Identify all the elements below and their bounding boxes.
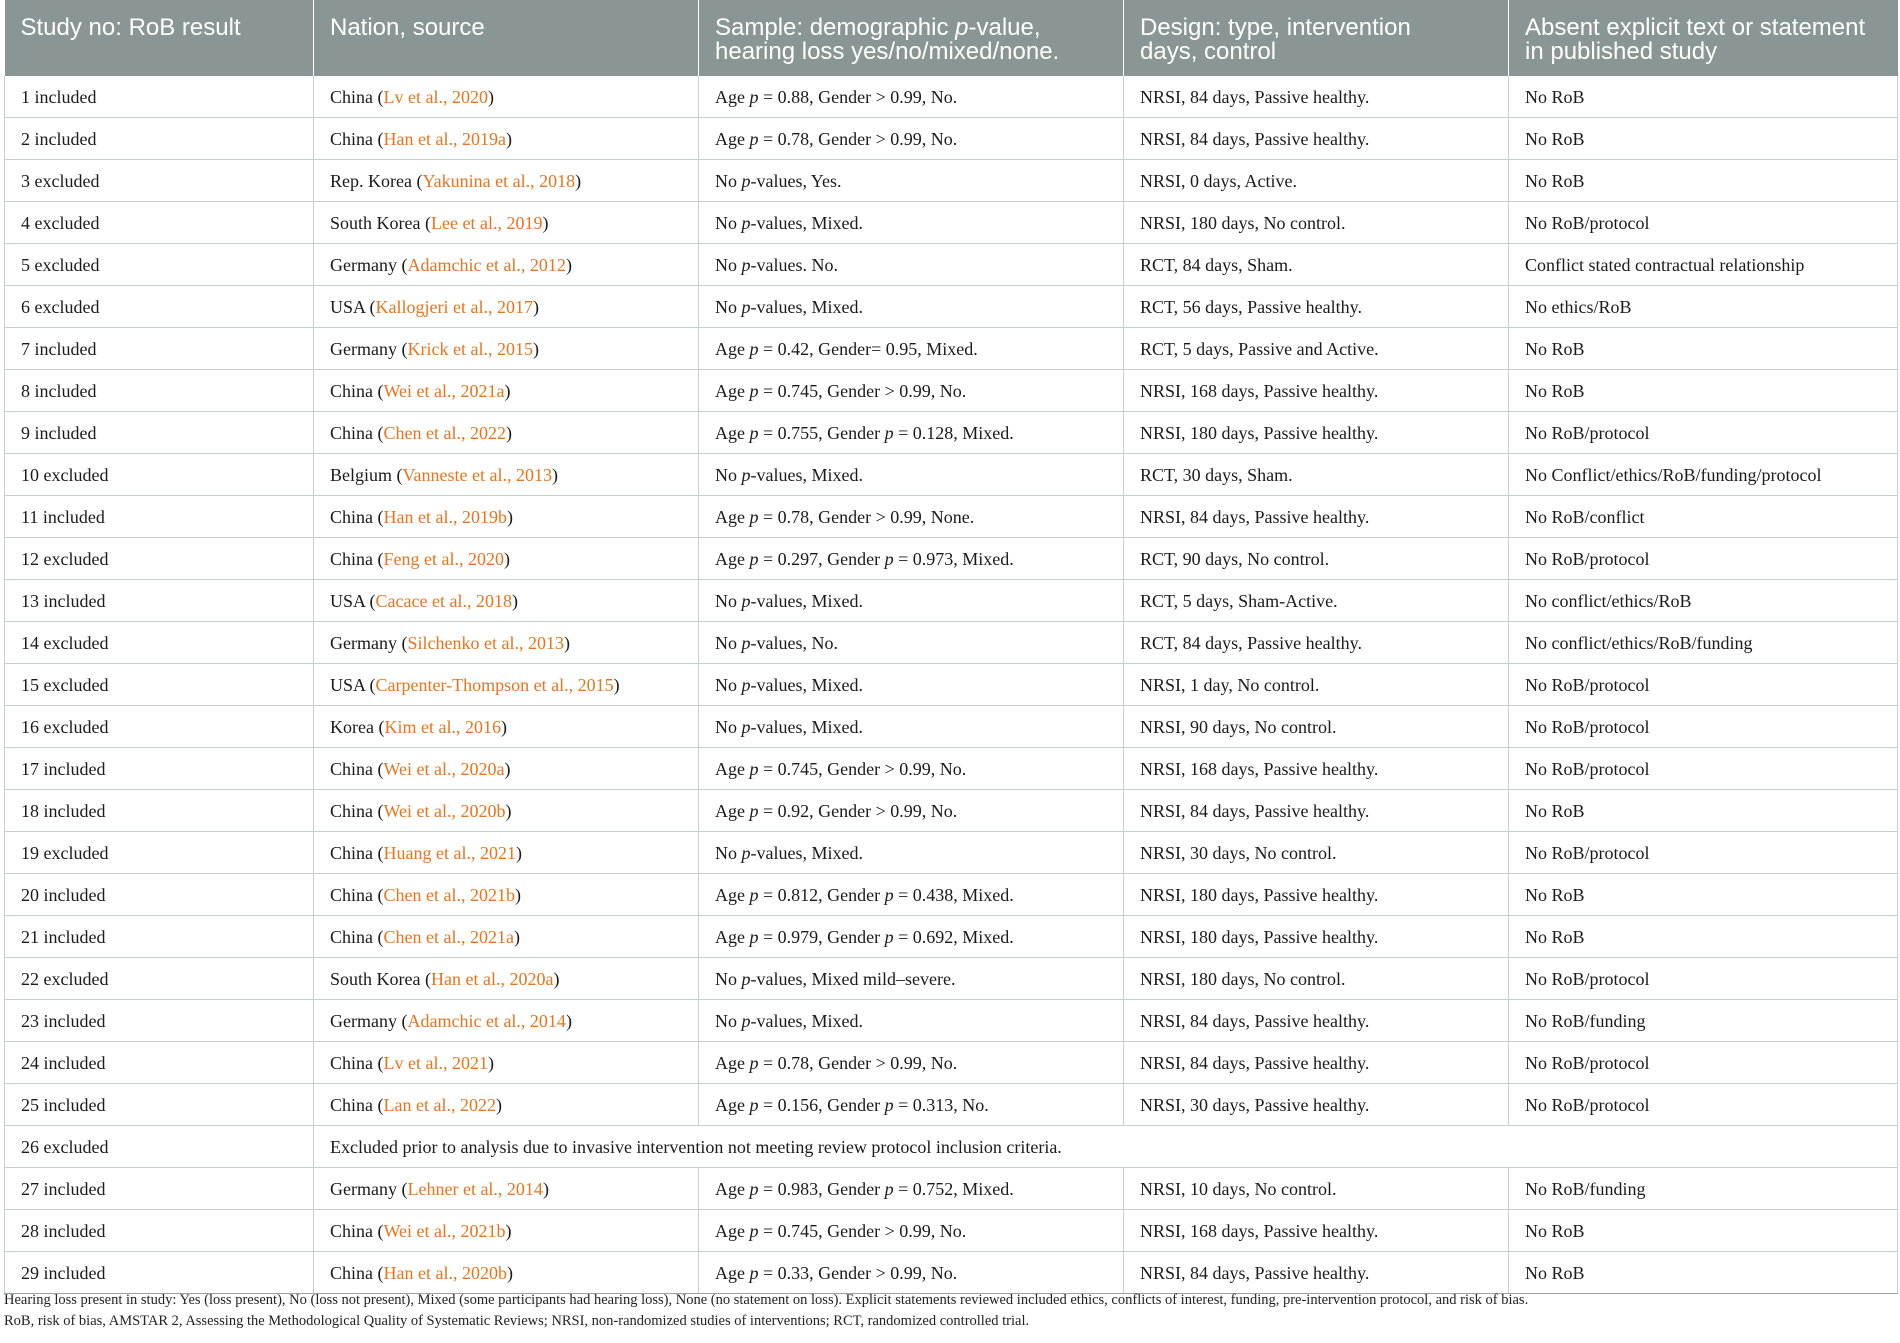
p-symbol: p (749, 1094, 759, 1115)
cell-sample: Age p = 0.88, Gender > 0.99, No. (699, 76, 1124, 118)
cell-nation: China (Huang et al., 2021) (314, 832, 699, 874)
citation-link[interactable]: Huang et al., 2021 (383, 842, 516, 863)
cell-study: 26 excluded (5, 1126, 314, 1168)
nation-name: China (330, 548, 373, 569)
cell-sample: Age p = 0.745, Gender > 0.99, No. (699, 370, 1124, 412)
cell-design: NRSI, 168 days, Passive healthy. (1124, 370, 1509, 412)
cell-nation: Rep. Korea (Yakunina et al., 2018) (314, 160, 699, 202)
cell-sample: Age p = 0.755, Gender p = 0.128, Mixed. (699, 412, 1124, 454)
cell-sample: Age p = 0.78, Gender > 0.99, None. (699, 496, 1124, 538)
p-symbol: p (741, 716, 751, 737)
cell-design: NRSI, 84 days, Passive healthy. (1124, 1252, 1509, 1294)
cell-merged-note: Excluded prior to analysis due to invasive intervention not meeting review protocol inclusion criteria. (314, 1126, 1898, 1168)
cell-nation: China (Wei et al., 2020b) (314, 790, 699, 832)
citation-link[interactable]: Lan et al., 2022 (383, 1094, 496, 1115)
table-row (5, 1168, 1898, 1210)
citation-link[interactable]: Lv et al., 2021 (383, 1052, 488, 1073)
p-symbol: p (884, 548, 894, 569)
p-symbol: p (741, 1010, 751, 1031)
nation-name: Germany (330, 1010, 397, 1031)
cell-nation: Germany (Silchenko et al., 2013) (314, 622, 699, 664)
citation-link[interactable]: Wei et al., 2021b (383, 1220, 506, 1241)
table-row (5, 748, 1898, 790)
table-row (5, 958, 1898, 1000)
cell-nation: China (Feng et al., 2020) (314, 538, 699, 580)
citation-link[interactable]: Wei et al., 2020a (383, 758, 505, 779)
cell-sample: Age p = 0.297, Gender p = 0.973, Mixed. (699, 538, 1124, 580)
p-symbol: p (884, 422, 894, 443)
cell-nation: Germany (Adamchic et al., 2014) (314, 1000, 699, 1042)
cell-study: 14 excluded (5, 622, 314, 664)
footnote-abbreviations: RoB, risk of bias, AMSTAR 2, Assessing the Methodological Quality of Systematic Reviews; NRSI, non-randomized studies of interventions; RCT, randomized controlled trial. (4, 1313, 1030, 1329)
cell-sample: No p-values, Mixed. (699, 1000, 1124, 1042)
citation-link[interactable]: Chen et al., 2022 (383, 422, 506, 443)
p-symbol: p (741, 212, 751, 233)
cell-absent: No RoB/protocol (1509, 202, 1898, 244)
cell-sample: Age p = 0.78, Gender > 0.99, No. (699, 118, 1124, 160)
nation-name: China (330, 128, 373, 149)
cell-study: 5 excluded (5, 244, 314, 286)
cell-study: 24 included (5, 1042, 314, 1084)
table-row (5, 454, 1898, 496)
studies-table (4, 0, 1898, 1294)
cell-absent: No RoB (1509, 874, 1898, 916)
cell-study: 10 excluded (5, 454, 314, 496)
cell-absent: No conflict/ethics/RoB/funding (1509, 622, 1898, 664)
table-row (5, 580, 1898, 622)
nation-name: China (330, 1094, 373, 1115)
cell-absent: No RoB (1509, 1210, 1898, 1252)
citation-link[interactable]: Wei et al., 2021a (383, 380, 505, 401)
p-symbol: p (884, 884, 894, 905)
cell-absent: No RoB/funding (1509, 1168, 1898, 1210)
cell-study: 12 excluded (5, 538, 314, 580)
cell-absent: No conflict/ethics/RoB (1509, 580, 1898, 622)
table-row (5, 202, 1898, 244)
cell-nation: Germany (Krick et al., 2015) (314, 328, 699, 370)
p-symbol: p (741, 590, 751, 611)
p-symbol: p (741, 170, 751, 191)
cell-sample: Age p = 0.156, Gender p = 0.313, No. (699, 1084, 1124, 1126)
cell-study: 6 excluded (5, 286, 314, 328)
p-symbol: p (749, 86, 759, 107)
header-absent-part-a: Absent explicit text or statement (1525, 14, 1866, 41)
cell-design: NRSI, 180 days, Passive healthy. (1124, 412, 1509, 454)
header-sample (699, 0, 1124, 76)
cell-study: 20 included (5, 874, 314, 916)
cell-nation: China (Wei et al., 2021a) (314, 370, 699, 412)
cell-absent: No RoB (1509, 328, 1898, 370)
citation-link[interactable]: Kallogjeri et al., 2017 (375, 296, 533, 317)
nation-name: Germany (330, 632, 397, 653)
cell-sample: Age p = 0.745, Gender > 0.99, No. (699, 748, 1124, 790)
p-symbol: p (741, 968, 751, 989)
nation-name: China (330, 506, 373, 527)
cell-study: 9 included (5, 412, 314, 454)
table-row (5, 538, 1898, 580)
cell-nation: China (Han et al., 2020b) (314, 1252, 699, 1294)
cell-absent: No RoB/protocol (1509, 832, 1898, 874)
cell-sample: No p-values, Mixed. (699, 454, 1124, 496)
cell-study: 29 included (5, 1252, 314, 1294)
citation-link[interactable]: Adamchic et al., 2014 (407, 1010, 566, 1031)
p-symbol: p (749, 338, 759, 359)
cell-design: NRSI, 168 days, Passive healthy. (1124, 1210, 1509, 1252)
cell-study: 22 excluded (5, 958, 314, 1000)
cell-design: RCT, 84 days, Sham. (1124, 244, 1509, 286)
cell-design: NRSI, 180 days, Passive healthy. (1124, 874, 1509, 916)
citation-link[interactable]: Wei et al., 2020b (383, 800, 506, 821)
nation-name: China (330, 380, 373, 401)
p-symbol: p (749, 1178, 759, 1199)
cell-absent: No RoB/protocol (1509, 706, 1898, 748)
cell-nation: USA (Cacace et al., 2018) (314, 580, 699, 622)
cell-absent: No RoB/protocol (1509, 1084, 1898, 1126)
citation-link[interactable]: Chen et al., 2021b (383, 884, 515, 905)
cell-design: RCT, 84 days, Passive healthy. (1124, 622, 1509, 664)
cell-absent: No RoB (1509, 916, 1898, 958)
cell-absent: No RoB/funding (1509, 1000, 1898, 1042)
cell-design: NRSI, 84 days, Passive healthy. (1124, 1000, 1509, 1042)
cell-design: NRSI, 90 days, No control. (1124, 706, 1509, 748)
cell-study: 25 included (5, 1084, 314, 1126)
table-row (5, 1084, 1898, 1126)
header-row (5, 0, 1898, 76)
p-symbol: p (749, 422, 759, 443)
cell-study: 15 excluded (5, 664, 314, 706)
nation-name: Germany (330, 338, 397, 359)
citation-link[interactable]: Vanneste et al., 2013 (402, 464, 552, 485)
p-symbol: p (884, 926, 894, 947)
cell-design: NRSI, 1 day, No control. (1124, 664, 1509, 706)
cell-design: NRSI, 180 days, No control. (1124, 958, 1509, 1000)
nation-name: China (330, 1052, 373, 1073)
p-symbol: p (749, 128, 759, 149)
table-row (5, 706, 1898, 748)
p-symbol: p (741, 296, 751, 317)
citation-link[interactable]: Lv et al., 2020 (383, 86, 488, 107)
table-header (5, 0, 1898, 76)
table-row (5, 286, 1898, 328)
table-row (5, 1210, 1898, 1252)
nation-name: Rep. Korea (330, 170, 412, 191)
nation-name: China (330, 884, 373, 905)
cell-study: 4 excluded (5, 202, 314, 244)
cell-study: 7 included (5, 328, 314, 370)
nation-name: Belgium (330, 464, 392, 485)
table-body (5, 76, 1898, 1294)
table-row (5, 118, 1898, 160)
citation-link[interactable]: Krick et al., 2015 (407, 338, 533, 359)
cell-design: NRSI, 84 days, Passive healthy. (1124, 1042, 1509, 1084)
citation-link[interactable]: Lee et al., 2019 (430, 212, 543, 233)
table-row (5, 664, 1898, 706)
table-row (5, 496, 1898, 538)
cell-nation: Germany (Adamchic et al., 2012) (314, 244, 699, 286)
cell-sample: No p-values, Mixed. (699, 580, 1124, 622)
cell-absent: No RoB/protocol (1509, 958, 1898, 1000)
cell-design: RCT, 30 days, Sham. (1124, 454, 1509, 496)
cell-sample: Age p = 0.983, Gender p = 0.752, Mixed. (699, 1168, 1124, 1210)
table-row (5, 832, 1898, 874)
cell-absent: No RoB/protocol (1509, 1042, 1898, 1084)
cell-absent: No ethics/RoB (1509, 286, 1898, 328)
header-sample-part-a: Sample: demographic (715, 14, 956, 41)
nation-name: South Korea (330, 968, 421, 989)
citation-link[interactable]: Chen et al., 2021a (383, 926, 514, 947)
p-symbol: p (749, 548, 759, 569)
citation-link[interactable]: Han et al., 2020a (430, 968, 554, 989)
cell-sample: Age p = 0.745, Gender > 0.99, No. (699, 1210, 1124, 1252)
p-symbol: p (884, 1094, 894, 1115)
p-symbol: p (741, 632, 751, 653)
cell-study: 16 excluded (5, 706, 314, 748)
nation-name: Germany (330, 1178, 397, 1199)
cell-absent: No RoB (1509, 790, 1898, 832)
p-symbol: p (749, 926, 759, 947)
header-absent (1509, 0, 1898, 76)
nation-name: China (330, 1262, 373, 1283)
citation-link[interactable]: Cacace et al., 2018 (375, 590, 512, 611)
cell-sample: No p-values, Mixed. (699, 832, 1124, 874)
cell-study: 11 included (5, 496, 314, 538)
cell-nation: China (Han et al., 2019b) (314, 496, 699, 538)
header-nation: Nation, source (314, 0, 699, 76)
table-row (5, 412, 1898, 454)
header-sample-part-c: hearing loss yes/no/mixed/none. (715, 38, 1060, 65)
header-design-part-a: Design: type, intervention (1140, 14, 1411, 41)
nation-name: Germany (330, 254, 397, 275)
cell-absent: No RoB (1509, 160, 1898, 202)
cell-nation: China (Chen et al., 2021b) (314, 874, 699, 916)
nation-name: USA (330, 296, 366, 317)
cell-design: RCT, 90 days, No control. (1124, 538, 1509, 580)
cell-absent: No RoB/conflict (1509, 496, 1898, 538)
cell-design: NRSI, 0 days, Active. (1124, 160, 1509, 202)
cell-nation: Korea (Kim et al., 2016) (314, 706, 699, 748)
citation-link[interactable]: Lehner et al., 2014 (407, 1178, 543, 1199)
cell-design: NRSI, 84 days, Passive healthy. (1124, 76, 1509, 118)
cell-nation: China (Lv et al., 2020) (314, 76, 699, 118)
nation-name: South Korea (330, 212, 421, 233)
cell-sample: No p-values, Mixed. (699, 664, 1124, 706)
cell-study: 3 excluded (5, 160, 314, 202)
cell-sample: Age p = 0.42, Gender= 0.95, Mixed. (699, 328, 1124, 370)
cell-absent: No RoB (1509, 118, 1898, 160)
p-symbol: p (749, 1220, 759, 1241)
nation-name: China (330, 1220, 373, 1241)
cell-sample: Age p = 0.78, Gender > 0.99, No. (699, 1042, 1124, 1084)
cell-study: 8 included (5, 370, 314, 412)
p-symbol: p (741, 464, 751, 485)
table-footnotes (4, 1290, 1897, 1332)
nation-name: China (330, 758, 373, 779)
cell-study: 19 excluded (5, 832, 314, 874)
footnote-hearing-loss: Hearing loss present in study: Yes (loss present), No (loss not present), Mixed (some participants had hearing loss), None (no statement on loss). Explicit statements reviewed included ethics, conflicts of interest, funding, pre-intervention protocol, and risk of bias. (4, 1292, 1529, 1308)
cell-study: 1 included (5, 76, 314, 118)
nation-name: China (330, 86, 373, 107)
citation-link[interactable]: Han et al., 2019b (383, 506, 507, 527)
cell-sample: Age p = 0.979, Gender p = 0.692, Mixed. (699, 916, 1124, 958)
table-row (5, 790, 1898, 832)
cell-absent: No RoB/protocol (1509, 664, 1898, 706)
table-container (4, 0, 1897, 1294)
cell-absent: No RoB/protocol (1509, 412, 1898, 454)
cell-design: NRSI, 180 days, Passive healthy. (1124, 916, 1509, 958)
cell-sample: Age p = 0.812, Gender p = 0.438, Mixed. (699, 874, 1124, 916)
nation-name: Korea (330, 716, 374, 737)
p-symbol: p (749, 800, 759, 821)
table-row (5, 1042, 1898, 1084)
nation-name: USA (330, 590, 366, 611)
cell-study: 17 included (5, 748, 314, 790)
cell-absent: No RoB/protocol (1509, 538, 1898, 580)
cell-sample: No p-values, Mixed. (699, 286, 1124, 328)
cell-nation: USA (Kallogjeri et al., 2017) (314, 286, 699, 328)
cell-nation: China (Han et al., 2019a) (314, 118, 699, 160)
table-row (5, 1000, 1898, 1042)
cell-sample: No p-values, Mixed mild–severe. (699, 958, 1124, 1000)
p-symbol: p (884, 1178, 894, 1199)
header-sample-part-b: -value, (968, 14, 1041, 41)
p-symbol: p (741, 842, 751, 863)
header-absent-part-b: in published study (1525, 38, 1718, 65)
cell-absent: No Conflict/ethics/RoB/funding/protocol (1509, 454, 1898, 496)
header-study: Study no: RoB result (5, 0, 314, 76)
nation-name: China (330, 422, 373, 443)
citation-link[interactable]: Adamchic et al., 2012 (407, 254, 566, 275)
cell-design: NRSI, 84 days, Passive healthy. (1124, 790, 1509, 832)
cell-absent: Conflict stated contractual relationship (1509, 244, 1898, 286)
cell-sample: Age p = 0.33, Gender > 0.99, No. (699, 1252, 1124, 1294)
cell-design: NRSI, 84 days, Passive healthy. (1124, 496, 1509, 538)
cell-absent: No RoB (1509, 1252, 1898, 1294)
cell-study: 2 included (5, 118, 314, 160)
cell-design: NRSI, 30 days, Passive healthy. (1124, 1084, 1509, 1126)
table-row (5, 874, 1898, 916)
cell-study: 23 included (5, 1000, 314, 1042)
cell-design: NRSI, 84 days, Passive healthy. (1124, 118, 1509, 160)
cell-design: RCT, 5 days, Passive and Active. (1124, 328, 1509, 370)
cell-nation: Belgium (Vanneste et al., 2013) (314, 454, 699, 496)
cell-nation: China (Lan et al., 2022) (314, 1084, 699, 1126)
p-symbol: p (749, 506, 759, 527)
cell-study: 13 included (5, 580, 314, 622)
table-row (5, 1252, 1898, 1294)
header-sample-p: p (955, 14, 969, 41)
citation-link[interactable]: Han et al., 2020b (383, 1262, 507, 1283)
citation-link[interactable]: Feng et al., 2020 (383, 548, 504, 569)
p-symbol: p (749, 884, 759, 905)
table-row (5, 76, 1898, 118)
cell-sample: Age p = 0.92, Gender > 0.99, No. (699, 790, 1124, 832)
cell-study: 21 included (5, 916, 314, 958)
cell-nation: China (Chen et al., 2021a) (314, 916, 699, 958)
cell-absent: No RoB/protocol (1509, 748, 1898, 790)
nation-name: China (330, 842, 373, 863)
citation-link[interactable]: Kim et al., 2016 (384, 716, 501, 737)
cell-design: RCT, 5 days, Sham-Active. (1124, 580, 1509, 622)
citation-link[interactable]: Carpenter-Thompson et al., 2015 (375, 674, 614, 695)
cell-study: 28 included (5, 1210, 314, 1252)
header-design (1124, 0, 1509, 76)
p-symbol: p (749, 1052, 759, 1073)
cell-nation: China (Lv et al., 2021) (314, 1042, 699, 1084)
p-symbol: p (741, 674, 751, 695)
cell-sample: No p-values, No. (699, 622, 1124, 664)
cell-sample: No p-values, Yes. (699, 160, 1124, 202)
cell-nation: China (Wei et al., 2020a) (314, 748, 699, 790)
citation-link[interactable]: Yakunina et al., 2018 (422, 170, 576, 191)
table-row (5, 328, 1898, 370)
citation-link[interactable]: Silchenko et al., 2013 (407, 632, 564, 653)
cell-nation: USA (Carpenter-Thompson et al., 2015) (314, 664, 699, 706)
cell-absent: No RoB (1509, 370, 1898, 412)
nation-name: China (330, 926, 373, 947)
nation-name: China (330, 800, 373, 821)
cell-nation: South Korea (Han et al., 2020a) (314, 958, 699, 1000)
cell-nation: China (Chen et al., 2022) (314, 412, 699, 454)
table-row (5, 916, 1898, 958)
table-row (5, 244, 1898, 286)
p-symbol: p (741, 254, 751, 275)
cell-sample: No p-values. No. (699, 244, 1124, 286)
cell-study: 18 included (5, 790, 314, 832)
cell-design: RCT, 56 days, Passive healthy. (1124, 286, 1509, 328)
table-row (5, 370, 1898, 412)
cell-design: NRSI, 180 days, No control. (1124, 202, 1509, 244)
cell-design: NRSI, 30 days, No control. (1124, 832, 1509, 874)
cell-nation: South Korea (Lee et al., 2019) (314, 202, 699, 244)
p-symbol: p (749, 380, 759, 401)
citation-link[interactable]: Han et al., 2019a (383, 128, 506, 149)
header-design-part-b: days, control (1140, 38, 1277, 65)
cell-sample: No p-values, Mixed. (699, 706, 1124, 748)
cell-design: NRSI, 168 days, Passive healthy. (1124, 748, 1509, 790)
table-row (5, 622, 1898, 664)
cell-absent: No RoB (1509, 76, 1898, 118)
cell-nation: Germany (Lehner et al., 2014) (314, 1168, 699, 1210)
p-symbol: p (749, 1262, 759, 1283)
nation-name: USA (330, 674, 366, 695)
cell-nation: China (Wei et al., 2021b) (314, 1210, 699, 1252)
cell-sample: No p-values, Mixed. (699, 202, 1124, 244)
table-row (5, 160, 1898, 202)
cell-study: 27 included (5, 1168, 314, 1210)
table-row (5, 1126, 1898, 1168)
p-symbol: p (749, 758, 759, 779)
cell-design: NRSI, 10 days, No control. (1124, 1168, 1509, 1210)
